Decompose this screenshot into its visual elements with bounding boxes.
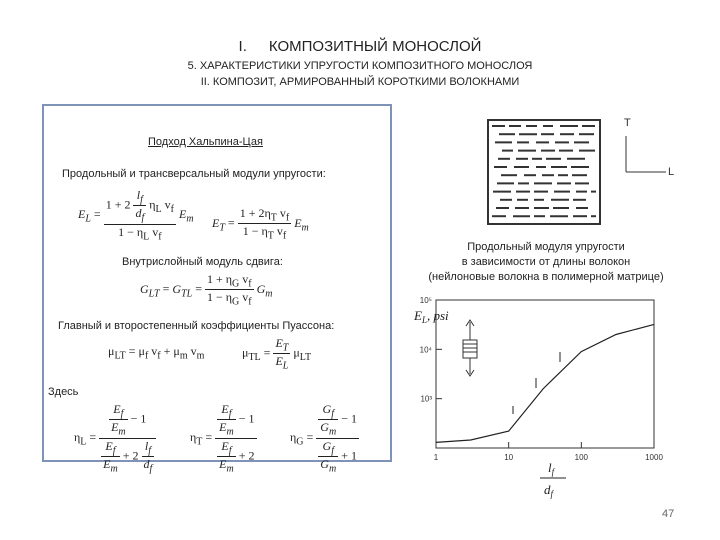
error-bars xyxy=(513,352,560,414)
scatter-range-marker xyxy=(463,320,477,376)
x-tick-label: 1000 xyxy=(645,453,663,462)
x-tick-label: 1 xyxy=(433,453,439,462)
axes-icon xyxy=(626,136,666,172)
shear-label: Внутрислойный модуль сдвига: xyxy=(122,256,283,268)
title-text: КОМПОЗИТНЫЙ МОНОСЛОЙ xyxy=(268,38,482,55)
svg-text:lf: $l_f$ xyxy=(548,460,555,477)
x-ticks xyxy=(434,442,664,462)
page-number: 47 xyxy=(662,508,675,520)
svg-text:df: $d_f$ xyxy=(544,482,554,499)
eta-g-formula: $\eta_G$ = $\frac{G_f}{G_m}$ − 1 $\frac{G_f}{G_m}$ + 1 xyxy=(290,402,357,475)
x-axis-label xyxy=(540,460,566,499)
approach-label: Подход Хальпина-Цая xyxy=(148,136,263,148)
caption-line-1: Продольный модуля упругости xyxy=(467,241,625,253)
mu-lt-formula: $\mu_{LT} = \mu_f$ $v_f + \mu_m$ $v_m$ xyxy=(108,344,205,362)
y-axis-label: $E_L$, psi xyxy=(414,308,449,325)
caption-line-2: в зависимости от длины волокон xyxy=(461,256,631,268)
glt-formula: $G_{LT} = G_{TL}$ = $\frac{1 + \eta_G v_f}{1 - \eta_G v_f}$ $G_m$ xyxy=(140,272,273,308)
axis-l-label: L xyxy=(668,166,675,178)
chart-caption xyxy=(396,240,696,285)
el-formula: $E_L$ = 1 + 2 $\frac{l_f}{d_f}$ $\eta_L$ $v_f$ $1 - \eta_L$ $v_f$ $E_m$ xyxy=(78,188,194,243)
y-tick-label: 10³ xyxy=(420,394,432,404)
slide-subtitle-2: II. КОМПОЗИТ, АРМИРОВАННЫЙ КОРОТКИМИ ВОЛОКНАМИ xyxy=(200,76,520,88)
y-tick-label: 10⁴ xyxy=(419,345,432,355)
el-vs-ld-chart xyxy=(400,292,700,504)
x-tick-label: 10 xyxy=(504,453,514,462)
moduli-label: Продольный и трансверсальный модули упругости: xyxy=(62,168,326,180)
slide-subtitle-1: 5. ХАРАКТЕРИСТИКИ УПРУГОСТИ КОМПОЗИТНОГО МОНОСЛОЯ xyxy=(187,60,533,72)
slide-title xyxy=(0,38,720,55)
formula-panel xyxy=(42,104,392,475)
y-tick-label: 10⁵ xyxy=(419,296,432,305)
mu-tl-formula: $\mu_{TL}$ = $\frac{E_T}{E_L}$ $\mu_{LT}$ xyxy=(242,336,312,372)
here-label: Здесь xyxy=(48,386,79,398)
et-formula: $E_T$ = $\frac{1 + 2\eta_T v_f}{1 - \eta_T v_f}$ $E_m$ xyxy=(212,206,309,242)
title-number: I. xyxy=(238,38,247,55)
axis-t-label: T xyxy=(624,117,631,129)
eta-l-formula: $\eta_L$ = $\frac{E_f}{E_m}$ − 1 $\frac{E_f}{E_m}$ + 2 $\frac{l_f}{d_f}$ xyxy=(74,402,156,475)
poisson-label: Главный и второстепенный коэффициенты Пуассона: xyxy=(58,320,335,332)
caption-line-3: (нейлоновые волокна в полимерной матрице) xyxy=(428,271,664,283)
fiber-schematic xyxy=(480,112,680,232)
x-tick-label: 100 xyxy=(574,453,589,462)
eta-t-formula: $\eta_T$ = $\frac{E_f}{E_m}$ − 1 $\frac{E_f}{E_m}$ + 2 xyxy=(190,402,255,475)
